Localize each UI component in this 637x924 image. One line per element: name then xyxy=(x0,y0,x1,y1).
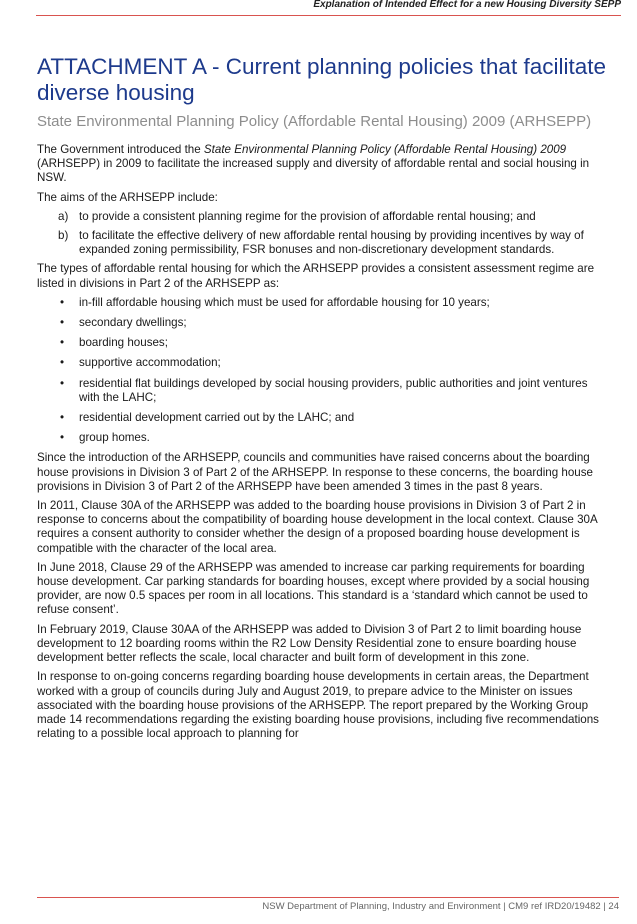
intro-paragraph xyxy=(37,143,611,186)
bullet-icon: • xyxy=(60,431,65,445)
housing-type-item xyxy=(37,431,611,445)
list-item-text: residential development carried out by the LAHC; and xyxy=(79,411,355,425)
list-item-text: residential flat buildings developed by social housing providers, public authorities and joint ventures with the LAHC; xyxy=(79,376,588,404)
housing-type-item xyxy=(37,296,611,310)
list-item-text: supportive accommodation; xyxy=(79,356,221,370)
bullet-icon: • xyxy=(60,295,65,309)
aims-list xyxy=(37,210,611,258)
bullet-icon: • xyxy=(60,336,65,350)
list-item-text: in-fill affordable housing which must be used for affordable housing for 10 years; xyxy=(79,295,490,309)
intro-pre: The Government introduced the xyxy=(37,143,204,156)
list-item-text: to facilitate the effective delivery of new affordable rental housing by providing incentives by way of expanded zoning permissibility, FSR bonuses and non-discretionary development standards. xyxy=(79,229,584,257)
bullet-icon: • xyxy=(60,316,65,330)
header-text: Explanation of Intended Effect for a new Housing Diversity SEPP xyxy=(313,0,621,10)
housing-type-item xyxy=(37,377,611,405)
housing-type-item xyxy=(37,411,611,425)
list-item-text: secondary dwellings; xyxy=(79,316,187,330)
housing-type-item xyxy=(37,316,611,330)
list-item-text: to provide a consistent planning regime for the provision of affordable rental housing; and xyxy=(79,209,536,223)
housing-type-item xyxy=(37,336,611,350)
aims-list-item xyxy=(37,229,611,257)
intro-policy-name: State Environmental Planning Policy (Affordable Rental Housing) 2009 xyxy=(203,143,567,156)
aims-intro: The aims of the ARHSEPP include: xyxy=(37,190,218,204)
running-header xyxy=(36,0,621,16)
bullet-icon: • xyxy=(60,411,65,425)
page-body xyxy=(37,54,611,746)
list-marker: a) xyxy=(58,209,69,223)
aims-list-item xyxy=(37,210,611,224)
body-paragraph: In June 2018, Clause 29 of the ARHSEPP was amended to increase car parking requirements for boarding house development. Car parking standards for boarding houses, except where provided by a social housing provider, are now 0.5 spaces per room in all locations. This standard is a ‘standard which cannot be used to refuse consent’. xyxy=(37,560,590,617)
intro-post: (ARHSEPP) in 2009 to facilitate the increased supply and diversity of affordable rental and social housing in NSW. xyxy=(37,157,590,185)
list-item-text: boarding houses; xyxy=(79,336,168,350)
bullet-icon: • xyxy=(60,376,65,390)
types-intro: The types of affordable rental housing for which the ARHSEPP provides a consistent assessment regime are listed in divisions in Part 2 of the ARHSEPP as: xyxy=(37,262,595,290)
page-footer xyxy=(37,897,619,912)
bullet-icon: • xyxy=(60,356,65,370)
page-title: ATTACHMENT A - Current planning policies that facilitate diverse housing xyxy=(37,54,606,105)
list-item-text: group homes. xyxy=(79,431,150,445)
body-paragraph: In response to on-going concerns regarding boarding house developments in certain areas, the Department worked with a group of councils during July and August 2019, to prepare advice to the Minister on issues associated with the boarding house provisions of the ARHSEPP. The report prepared by the Working Group made 14 recommendations regarding the existing boarding house provisions, including five recommendations relating to a possible local approach to planning for xyxy=(37,670,599,741)
section-subtitle: State Environmental Planning Policy (Affordable Rental Housing) 2009 (ARHSEPP) xyxy=(37,113,592,130)
footer-text: NSW Department of Planning, Industry and Environment | CM9 ref IRD20/19482 | 24 xyxy=(262,901,619,912)
list-marker: b) xyxy=(58,229,69,243)
body-paragraph: In 2011, Clause 30A of the ARHSEPP was added to the boarding house provisions in Division 3 of Part 2 in response to concerns about the compatibility of boarding house development in the local context. Clause 30A requires a consent authority to consider whether the design of a proposed boarding house development is compatible with the character of the local area. xyxy=(37,499,598,555)
body-paragraph: Since the introduction of the ARHSEPP, councils and communities have raised concerns about the boarding house provisions in Division 3 of Part 2 of the ARHSEPP. In response to these concerns, the boarding house provisions in Division 3 of Part 2 of the ARHSEPP have been amended 3 times in the past 8 years. xyxy=(37,451,593,493)
body-paragraph: In February 2019, Clause 30AA of the ARHSEPP was added to Division 3 of Part 2 to limit boarding house development to 12 boarding rooms within the R2 Low Density Residential zone to ensure boarding house development better reflects the scale, local character and built form of development in this zone. xyxy=(37,622,582,665)
housing-type-item xyxy=(37,356,611,370)
housing-types-list xyxy=(37,296,611,446)
